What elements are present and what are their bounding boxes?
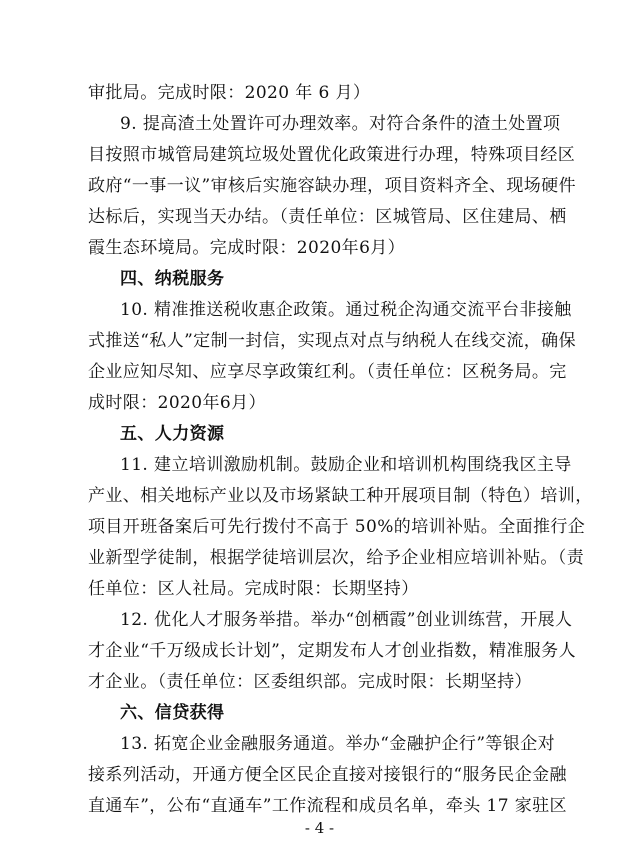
item-9-start: 9. 提高渣土处置许可办理效率。对符合条件的渣土处置项 (120, 114, 561, 134)
text-line: 审批局。完成时限：2020 年 6 月） (88, 83, 371, 103)
item-10-start: 10. 精准推送税收惠企政策。通过税企沟通交流平台非接触 (120, 300, 572, 320)
text-line: 业新型学徒制，根据学徒培训层次，给予企业相应培训补贴。（责 (88, 548, 585, 568)
item-12-start: 12. 优化人才服务举措。举办“创栖霞”创业训练营，开展人 (120, 610, 573, 630)
text-line: 成时限：2020年6月） (88, 393, 266, 413)
section-heading-hr: 五、人力资源 (120, 424, 225, 444)
item-11-start: 11. 建立培训激励机制。鼓励企业和培训机构围绕我区主导 (120, 455, 572, 475)
text-line: 直通车”，公布“直通车”工作流程和成员名单，牵头 17 家驻区 (88, 796, 567, 816)
text-line: 目按照市城管局建筑垃圾处置优化政策进行办理，特殊项目经区 (88, 145, 576, 165)
text-line: 接系列活动，开通方便全区民企直接对接银行的“服务民企金融 (88, 765, 567, 785)
text-line: 式推送“私人”定制一封信，实现点对点与纳税人在线交流，确保 (88, 331, 576, 351)
item-13-start: 13. 拓宽企业金融服务通道。举办“金融护企行”等银企对 (120, 734, 556, 754)
section-heading-tax: 四、纳税服务 (120, 269, 225, 289)
text-line: 才企业“千万级成长计划”，定期发布人才创业指数，精准服务人 (88, 641, 576, 661)
text-line: 产业、相关地标产业以及市场紧缺工种开展项目制（特色）培训， (88, 486, 593, 506)
page-number: - 4 - (304, 819, 335, 837)
text-line: 企业应知尽知、应享尽享政策红利。（责任单位：区税务局。完 (88, 362, 567, 382)
text-line: 政府“一事一议”审核后实施容缺办理，项目资料齐全、现场硬件 (88, 176, 576, 196)
text-line: 任单位：区人社局。完成时限：长期坚持） (88, 579, 419, 599)
text-line: 才企业。（责任单位：区委组织部。完成时限：长期坚持） (88, 672, 532, 692)
section-heading-credit: 六、信贷获得 (120, 703, 225, 723)
text-line: 达标后，实现当天办结。（责任单位：区城管局、区住建局、栖 (88, 207, 567, 227)
text-line: 霞生态环境局。完成时限：2020年6月） (88, 238, 406, 258)
text-line: 项目开班备案后可先行拨付不高于 50%的培训补贴。全面推行企 (88, 517, 586, 537)
